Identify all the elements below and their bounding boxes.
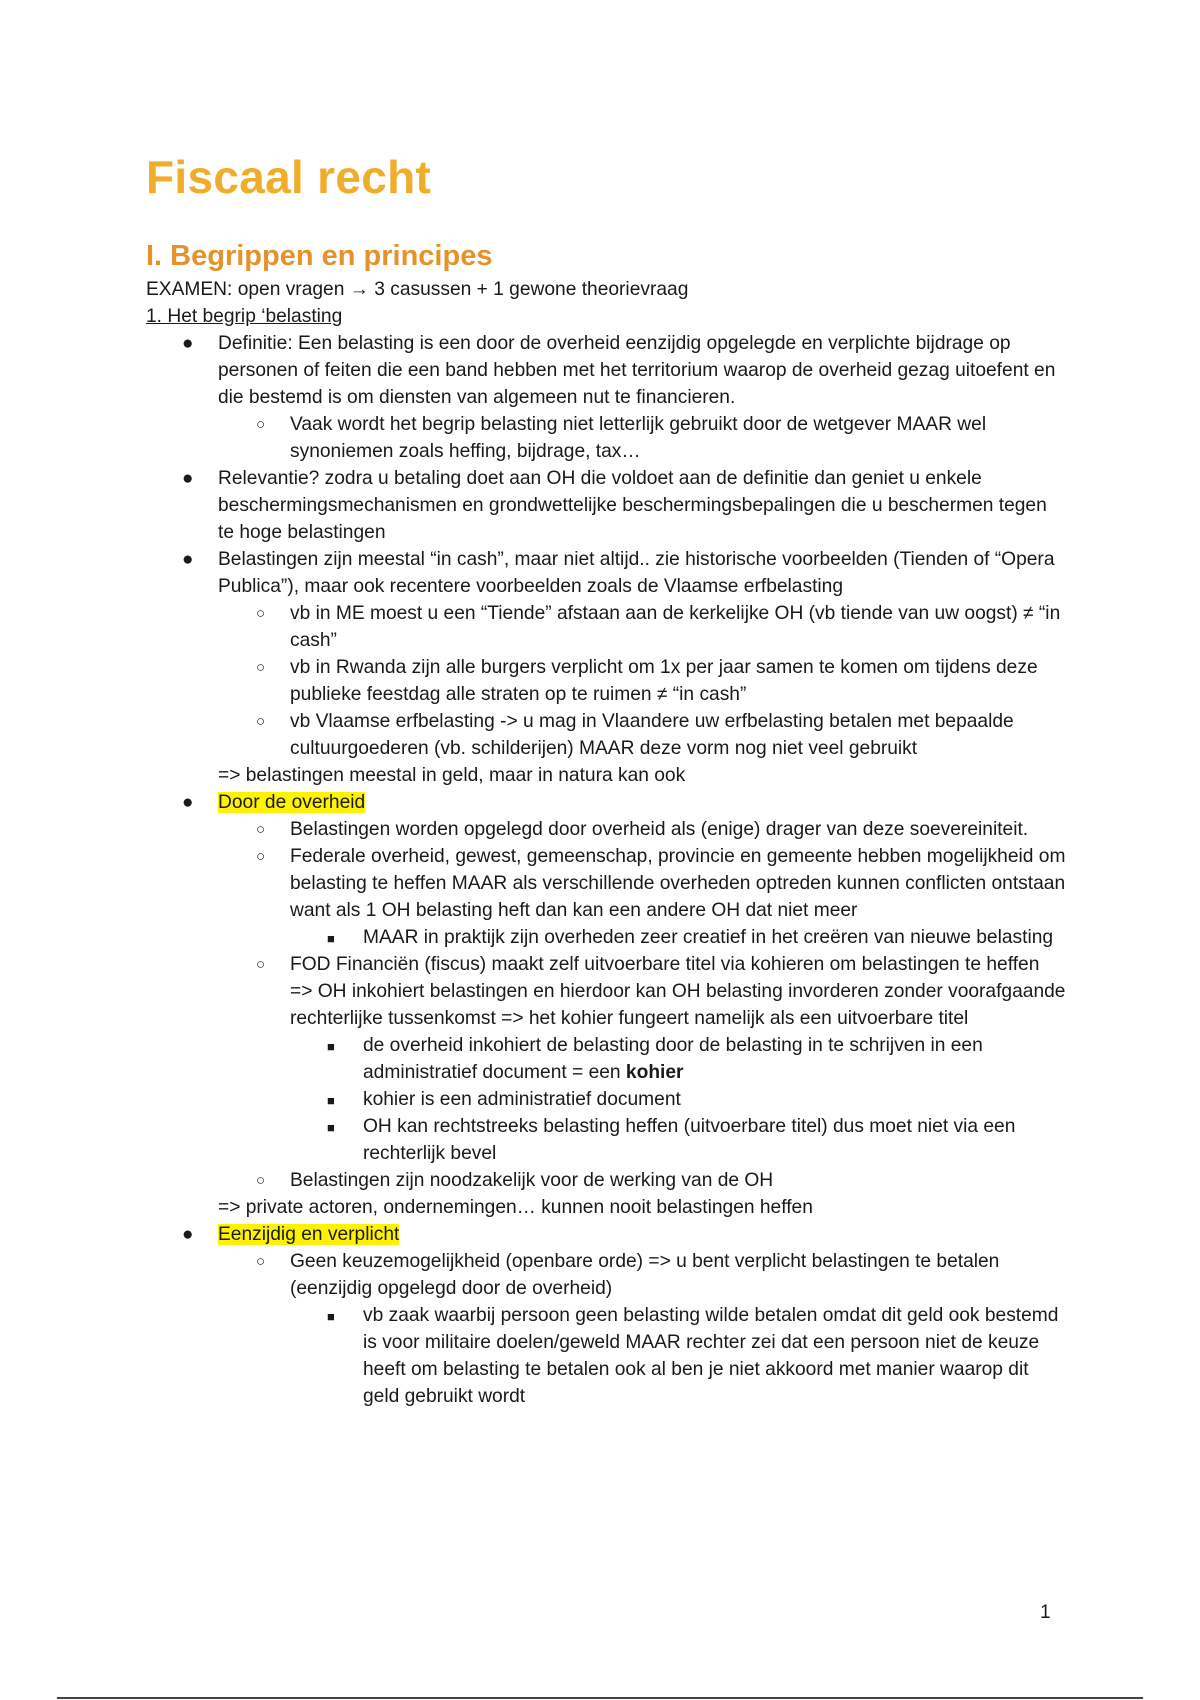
square-bullet-icon: ■ [327, 1120, 335, 1135]
square-bullet-icon: ■ [327, 1093, 335, 1108]
list-item [146, 789, 1066, 816]
highlighted-heading: Eenzijdig en verplicht [218, 1224, 400, 1245]
bullet-icon: ● [182, 549, 194, 570]
cash-example-text: vb in ME moest u een “Tiende” afstaan aan de kerkelijke OH (vb tiende van uw oogst) ≠ “in cash” [290, 603, 1061, 651]
overheid-conclusion: => private actoren, ondernemingen… kunnen nooit belastingen heffen [218, 1197, 813, 1218]
list-item [146, 1221, 1066, 1248]
list-item [146, 924, 1066, 951]
list-item [146, 1032, 1066, 1086]
list-item [146, 816, 1066, 843]
list-item [146, 1302, 1066, 1410]
list-item [146, 1248, 1066, 1302]
overheid-sub-text: Federale overheid, gewest, gemeenschap, provincie en gemeente hebben mogelijkheid om belasting te heffen MAAR als verschillende overheden optreden kunnen conflicten ontstaan want als 1 OH belasting heft dan kan een andere OH dat niet meer [290, 846, 1066, 921]
circle-bullet-icon: ○ [256, 848, 266, 865]
definitie-sub-text: Vaak wordt het begrip belasting niet letterlijk gebruikt door de wetgever MAAR wel synoniemen zoals heffing, bijdrage, tax… [290, 414, 987, 462]
section-heading: I. Begrippen en principes [146, 240, 493, 272]
list-item [146, 1167, 1066, 1194]
overheid-sub-sub-text: kohier is een administratief document [363, 1089, 681, 1110]
list-item [146, 1113, 1066, 1167]
overheid-sub-sub-text: MAAR in praktijk zijn overheden zeer creatief in het creëren van nieuwe belasting [363, 927, 1054, 948]
cash-example-text: vb in Rwanda zijn alle burgers verplicht om 1x per jaar samen te komen om tijdens deze publieke feestdag alle straten op te ruimen ≠ “in cash” [290, 657, 1038, 705]
page-bottom-divider [57, 1697, 1143, 1699]
cash-text: Belastingen zijn meestal “in cash”, maar niet altijd.. zie historische voorbeelden (Tienden of “Opera Publica”), maar ook recentere voorbeelden zoals de Vlaamse erfbelasting [218, 549, 1055, 597]
list-item [146, 654, 1066, 708]
definitie-text: Definitie: Een belasting is een door de overheid eenzijdig opgelegde en verplichte bijdrage op personen of feiten die een band hebben met het territorium waarop de overheid gezag uitoefent en die bestemd is om diensten van algemeen nut te financieren. [218, 333, 1056, 408]
kohier-bold-term: kohier [625, 1062, 684, 1083]
bullet-icon: ● [182, 468, 194, 489]
relevantie-text: Relevantie? zodra u betaling doet aan OH die voldoet aan de definitie dan geniet u enkele beschermingsmechanismen en grondwettelijke beschermingsbepalingen die u beschermen tegen te hoge belastingen [218, 468, 1047, 543]
bullet-icon: ● [182, 1224, 194, 1245]
page-number: 1 [1040, 1602, 1051, 1623]
square-bullet-icon: ■ [327, 1039, 335, 1054]
list-item [146, 465, 1066, 546]
circle-bullet-icon: ○ [256, 821, 266, 838]
circle-bullet-icon: ○ [256, 956, 266, 973]
subsection-heading: 1. Het begrip ‘belasting [146, 306, 343, 327]
highlighted-heading: Door de overheid [218, 792, 366, 813]
overheid-sub-text: FOD Financiën (fiscus) maakt zelf uitvoerbare titel via kohieren om belastingen te heffen => OH inkohiert belastingen en hierdoor kan OH belasting invorderen zonder voorafgaande rechterlijke tussenkomst => het kohier fungeert namelijk als een uitvoerbare titel [290, 954, 1066, 1029]
list-item [146, 843, 1066, 924]
bullet-icon: ● [182, 333, 194, 354]
overheid-sub-sub-text: de overheid inkohiert de belasting door de belasting in te schrijven in een administratief document = een [363, 1035, 983, 1083]
document-body [146, 276, 1066, 1410]
overheid-sub-text: Belastingen worden opgelegd door overheid als (enige) drager van deze soevereiniteit. [290, 819, 1029, 840]
eenzijdig-sub-sub-text: vb zaak waarbij persoon geen belasting wilde betalen omdat dit geld ook bestemd is voor militaire doelen/geweld MAAR rechter zei dat een persoon niet de keuze heeft om belasting te betalen ook al ben je niet akkoord met manier waarop dit geld gebruikt wordt [363, 1305, 1059, 1407]
square-bullet-icon: ■ [327, 931, 335, 946]
list-item [146, 1086, 1066, 1113]
circle-bullet-icon: ○ [256, 659, 266, 676]
overheid-sub-text: Belastingen zijn noodzakelijk voor de werking van de OH [290, 1170, 774, 1191]
cash-example-text: vb Vlaamse erfbelasting -> u mag in Vlaandere uw erfbelasting betalen met bepaalde cultuurgoederen (vb. schilderijen) MAAR deze vorm nog niet veel gebruikt [290, 711, 1014, 759]
circle-bullet-icon: ○ [256, 1172, 266, 1189]
list-item [146, 546, 1066, 600]
overheid-sub-sub-text: OH kan rechtstreeks belasting heffen (uitvoerbare titel) dus moet niet via een rechterlijk bevel [363, 1116, 1016, 1164]
bullet-icon: ● [182, 792, 194, 813]
list-item [146, 708, 1066, 762]
list-item [146, 600, 1066, 654]
cash-conclusion: => belastingen meestal in geld, maar in natura kan ook [218, 765, 686, 786]
document-title: Fiscaal recht [146, 151, 432, 203]
list-item [146, 951, 1066, 1032]
list-item [146, 330, 1066, 411]
circle-bullet-icon: ○ [256, 416, 266, 433]
eenzijdig-sub-text: Geen keuzemogelijkheid (openbare orde) => u bent verplicht belastingen te betalen (eenzijdig opgelegd door de overheid) [290, 1251, 1000, 1299]
list-item [146, 411, 1066, 465]
circle-bullet-icon: ○ [256, 605, 266, 622]
circle-bullet-icon: ○ [256, 1253, 266, 1270]
circle-bullet-icon: ○ [256, 713, 266, 730]
exam-note: EXAMEN: open vragen → 3 casussen + 1 gewone theorievraag [146, 279, 689, 300]
square-bullet-icon: ■ [327, 1309, 335, 1324]
